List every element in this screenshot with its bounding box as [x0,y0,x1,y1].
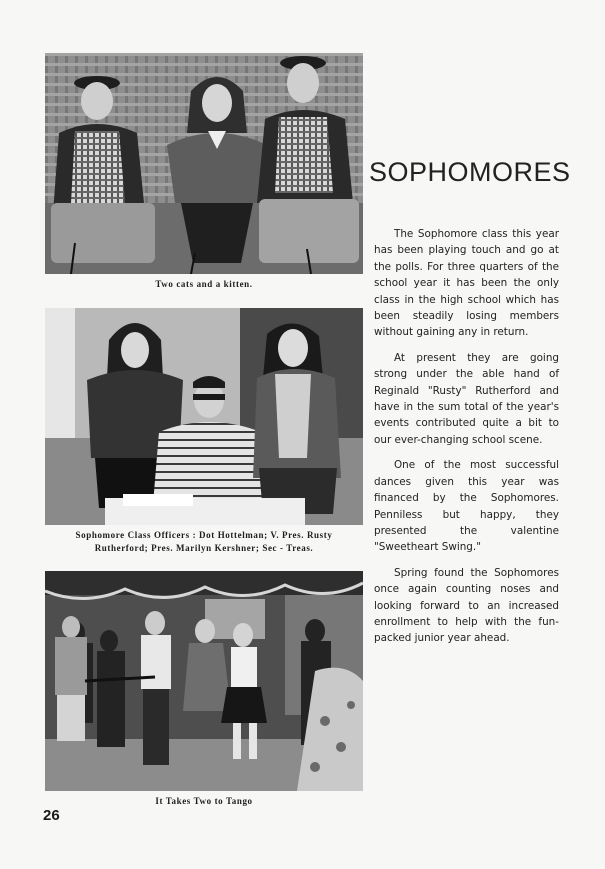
photo-two-cats-and-a-kitten [45,53,363,274]
page-number: 26 [43,807,60,824]
photo3-caption: It Takes Two to Tango [155,796,253,806]
article-paragraph: At present they are going strong under the able hand of Reginald "Rusty" Rutherford and have in the sum total of the year's events contributed quite a bit to our ever-changing school scene. [374,351,559,446]
article-paragraph: The Sophomore class this year has been playing touch and go at the polls. For three quarters of the school year it has been the only class in the high school which has been steadily losing members without gaining any in return. [374,228,559,339]
photo1-caption: Two cats and a kitten. [155,279,253,289]
photo-it-takes-two-to-tango [45,571,363,791]
photo-sophomore-class-officers [45,308,363,525]
section-heading: SOPHOMORES [369,157,571,187]
photo2-caption-line1: Sophomore Class Officers : Dot Hottelman; V. Pres. Rusty [75,530,333,540]
article-body [374,226,559,656]
photo2-caption-line2: Rutherford; Pres. Marilyn Kershner; Sec - Treas. [94,543,314,553]
article-paragraph: Spring found the Sophomores once again counting noses and looking forward to an increased enrollment to help with the fun-packed junior year ahead. [374,566,559,645]
article-paragraph: One of the most successful dances given this year was financed by the Sophomores. Penniless but happy, they presented the valentine "Sweetheart Swing." [374,459,559,554]
photo2-caption [45,529,363,555]
